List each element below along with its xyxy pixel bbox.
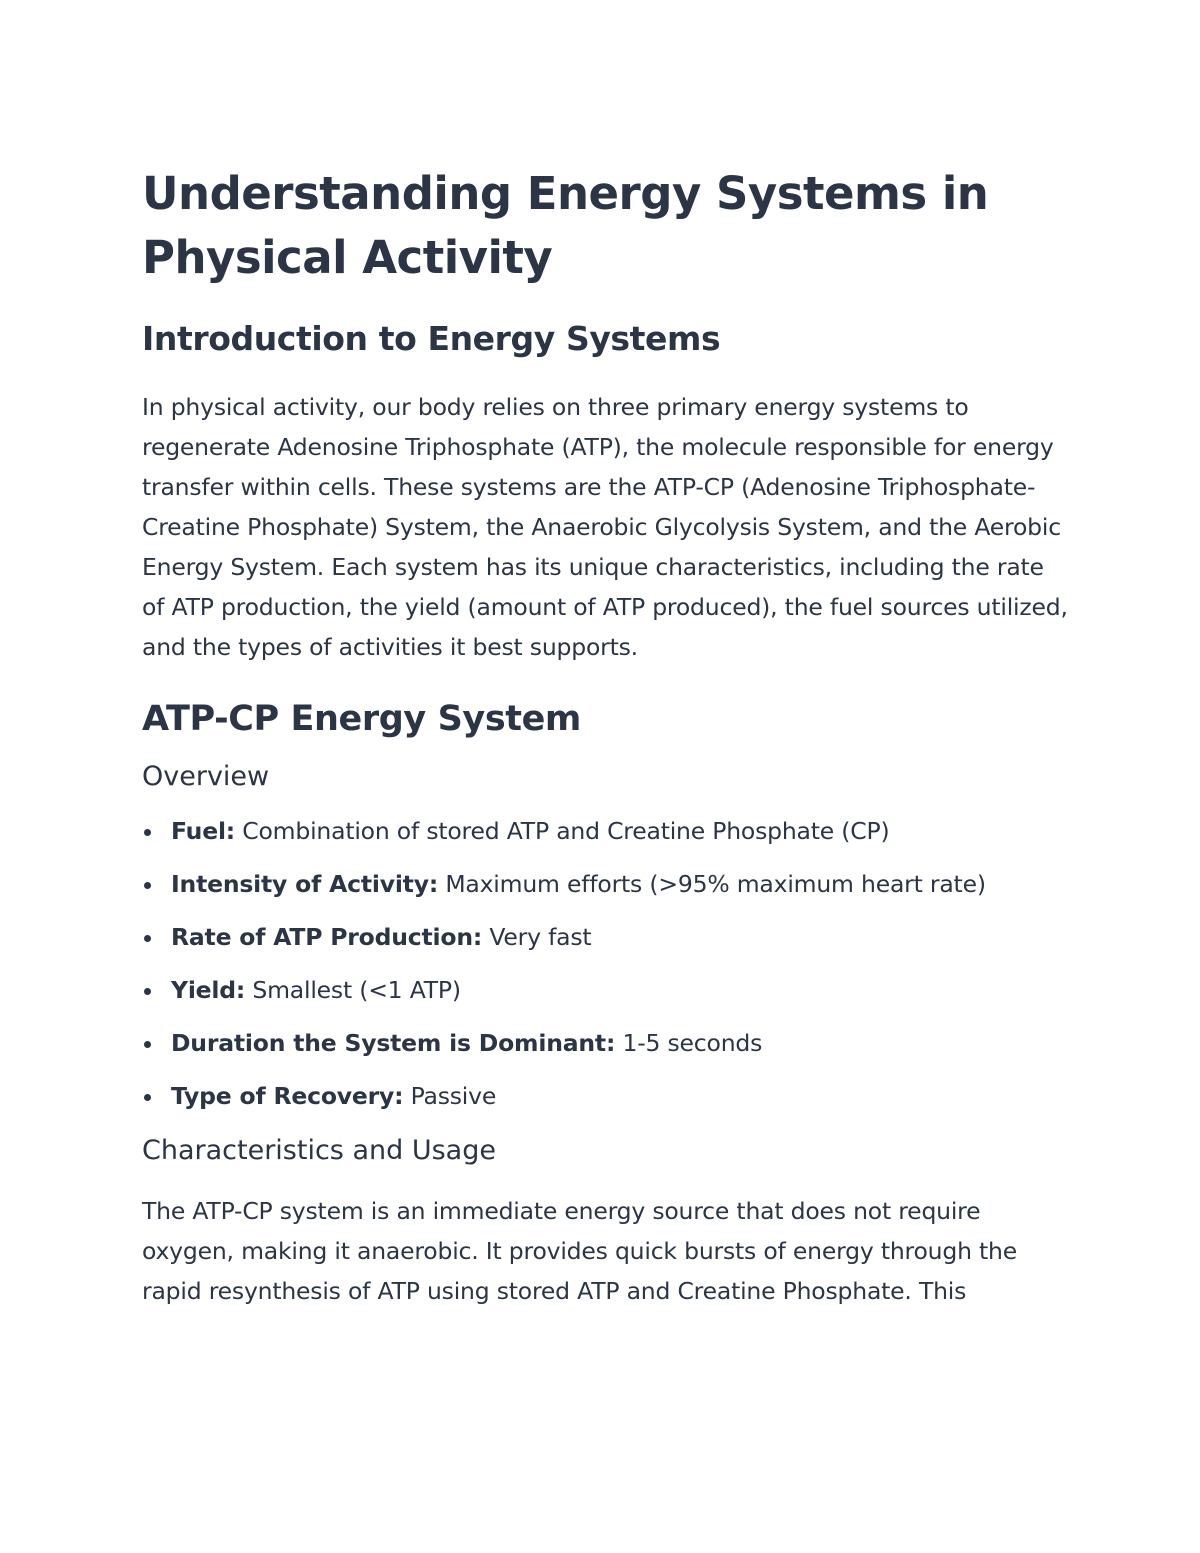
list-item <box>142 974 1072 1007</box>
item-value: 1-5 seconds <box>622 1029 763 1057</box>
overview-list <box>142 815 1072 1113</box>
bullet-icon <box>144 829 151 836</box>
item-value: Maximum efforts (>95% maximum heart rate) <box>445 870 986 898</box>
bullet-icon <box>144 935 151 942</box>
item-value: Very fast <box>489 923 592 951</box>
item-value: Combination of stored ATP and Creatine Phosphate (CP) <box>242 817 890 845</box>
list-item <box>142 1027 1072 1060</box>
page-title: Understanding Energy Systems in Physical Activity <box>142 167 989 284</box>
overview-heading: Overview <box>142 761 270 792</box>
item-term: Rate of ATP Production: <box>171 923 483 951</box>
list-item <box>142 815 1072 848</box>
item-value: Passive <box>410 1082 497 1110</box>
intro-heading: Introduction to Energy Systems <box>142 319 721 358</box>
item-term: Duration the System is Dominant: <box>171 1029 616 1057</box>
characteristics-heading: Characteristics and Usage <box>142 1135 496 1166</box>
atp-cp-heading: ATP-CP Energy System <box>142 699 582 739</box>
list-item <box>142 1080 1072 1113</box>
item-value: Smallest (<1 ATP) <box>252 976 461 1004</box>
bullet-icon <box>144 1094 151 1101</box>
item-term: Type of Recovery: <box>171 1082 404 1110</box>
list-item <box>142 921 1072 954</box>
document-page <box>142 162 1072 1311</box>
item-term: Fuel: <box>171 817 236 845</box>
item-term: Intensity of Activity: <box>171 870 439 898</box>
bullet-icon <box>144 1041 151 1048</box>
characteristics-paragraph: The ATP-CP system is an immediate energy source that does not require oxygen, making it anaerobic. It provides quick bursts of energy through the rapid resynthesis of ATP using stored ATP and Creatine Phosphate. This <box>142 1197 1017 1305</box>
bullet-icon <box>144 988 151 995</box>
item-term: Yield: <box>171 976 246 1004</box>
bullet-icon <box>144 882 151 889</box>
intro-paragraph: In physical activity, our body relies on three primary energy systems to regenerate Adenosine Triphosphate (ATP), the molecule responsible for energy transfer within cells. These systems are the ATP-CP (Adenosine Triphosphate-Creatine Phosphate) System, the Anaerobic Glycolysis System, and the Aerobic Energy System. Each system has its unique characteristics, including the rate of ATP production, the yield (amount of ATP produced), the fuel sources utilized, and the types of activities it best supports. <box>142 393 1068 661</box>
list-item <box>142 868 1072 901</box>
